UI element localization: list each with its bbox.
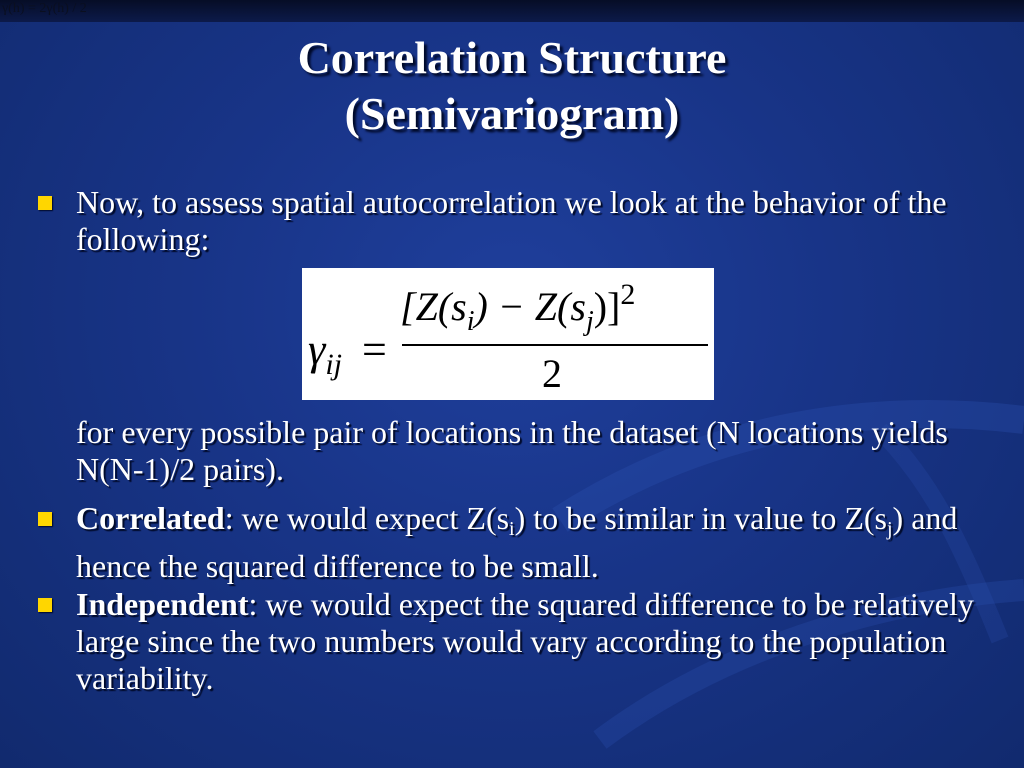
bullet-2: [38, 500, 978, 585]
bullet-2-text: Correlated: we would expect Z(si) to be similar in value to Z(sj) and hence the squared difference to be small.: [76, 500, 958, 584]
slide-title: [0, 30, 1024, 142]
formula-lhs: $\gamma_{ij}$: [308, 325, 343, 381]
semivariogram-formula: [302, 268, 714, 400]
formula-equals: =: [362, 325, 387, 374]
formula-numerator: $[Z(s_i) - Z(s_j)]^2$: [400, 278, 636, 337]
title-line-2: (Semivariogram): [344, 88, 680, 139]
formula-denominator: 2: [542, 351, 562, 396]
corner-text: γ(h) = 2γ(h) / 2: [2, 1, 87, 16]
continuation-text: for every possible pair of locations in the dataset (N locations yields N(N-1)/2 pairs).: [76, 414, 948, 487]
bullet-marker-icon: [38, 512, 52, 526]
bullet-1: [38, 184, 978, 258]
top-bar: [0, 0, 1024, 22]
formula-lhs-sub: ij: [325, 348, 343, 381]
bullet-marker-icon: [38, 196, 52, 210]
formula-fraction-line: [402, 344, 708, 346]
title-line-1: Correlation Structure: [297, 32, 727, 83]
bullet-3: [38, 586, 978, 697]
bullet-1-text: Now, to assess spatial autocorrelation we look at the behavior of the following:: [76, 184, 947, 257]
bullet-marker-icon: [38, 598, 52, 612]
bullet-3-text: Independent: we would expect the squared difference to be relatively large since the two numbers would vary according to the population variability.: [76, 586, 974, 696]
